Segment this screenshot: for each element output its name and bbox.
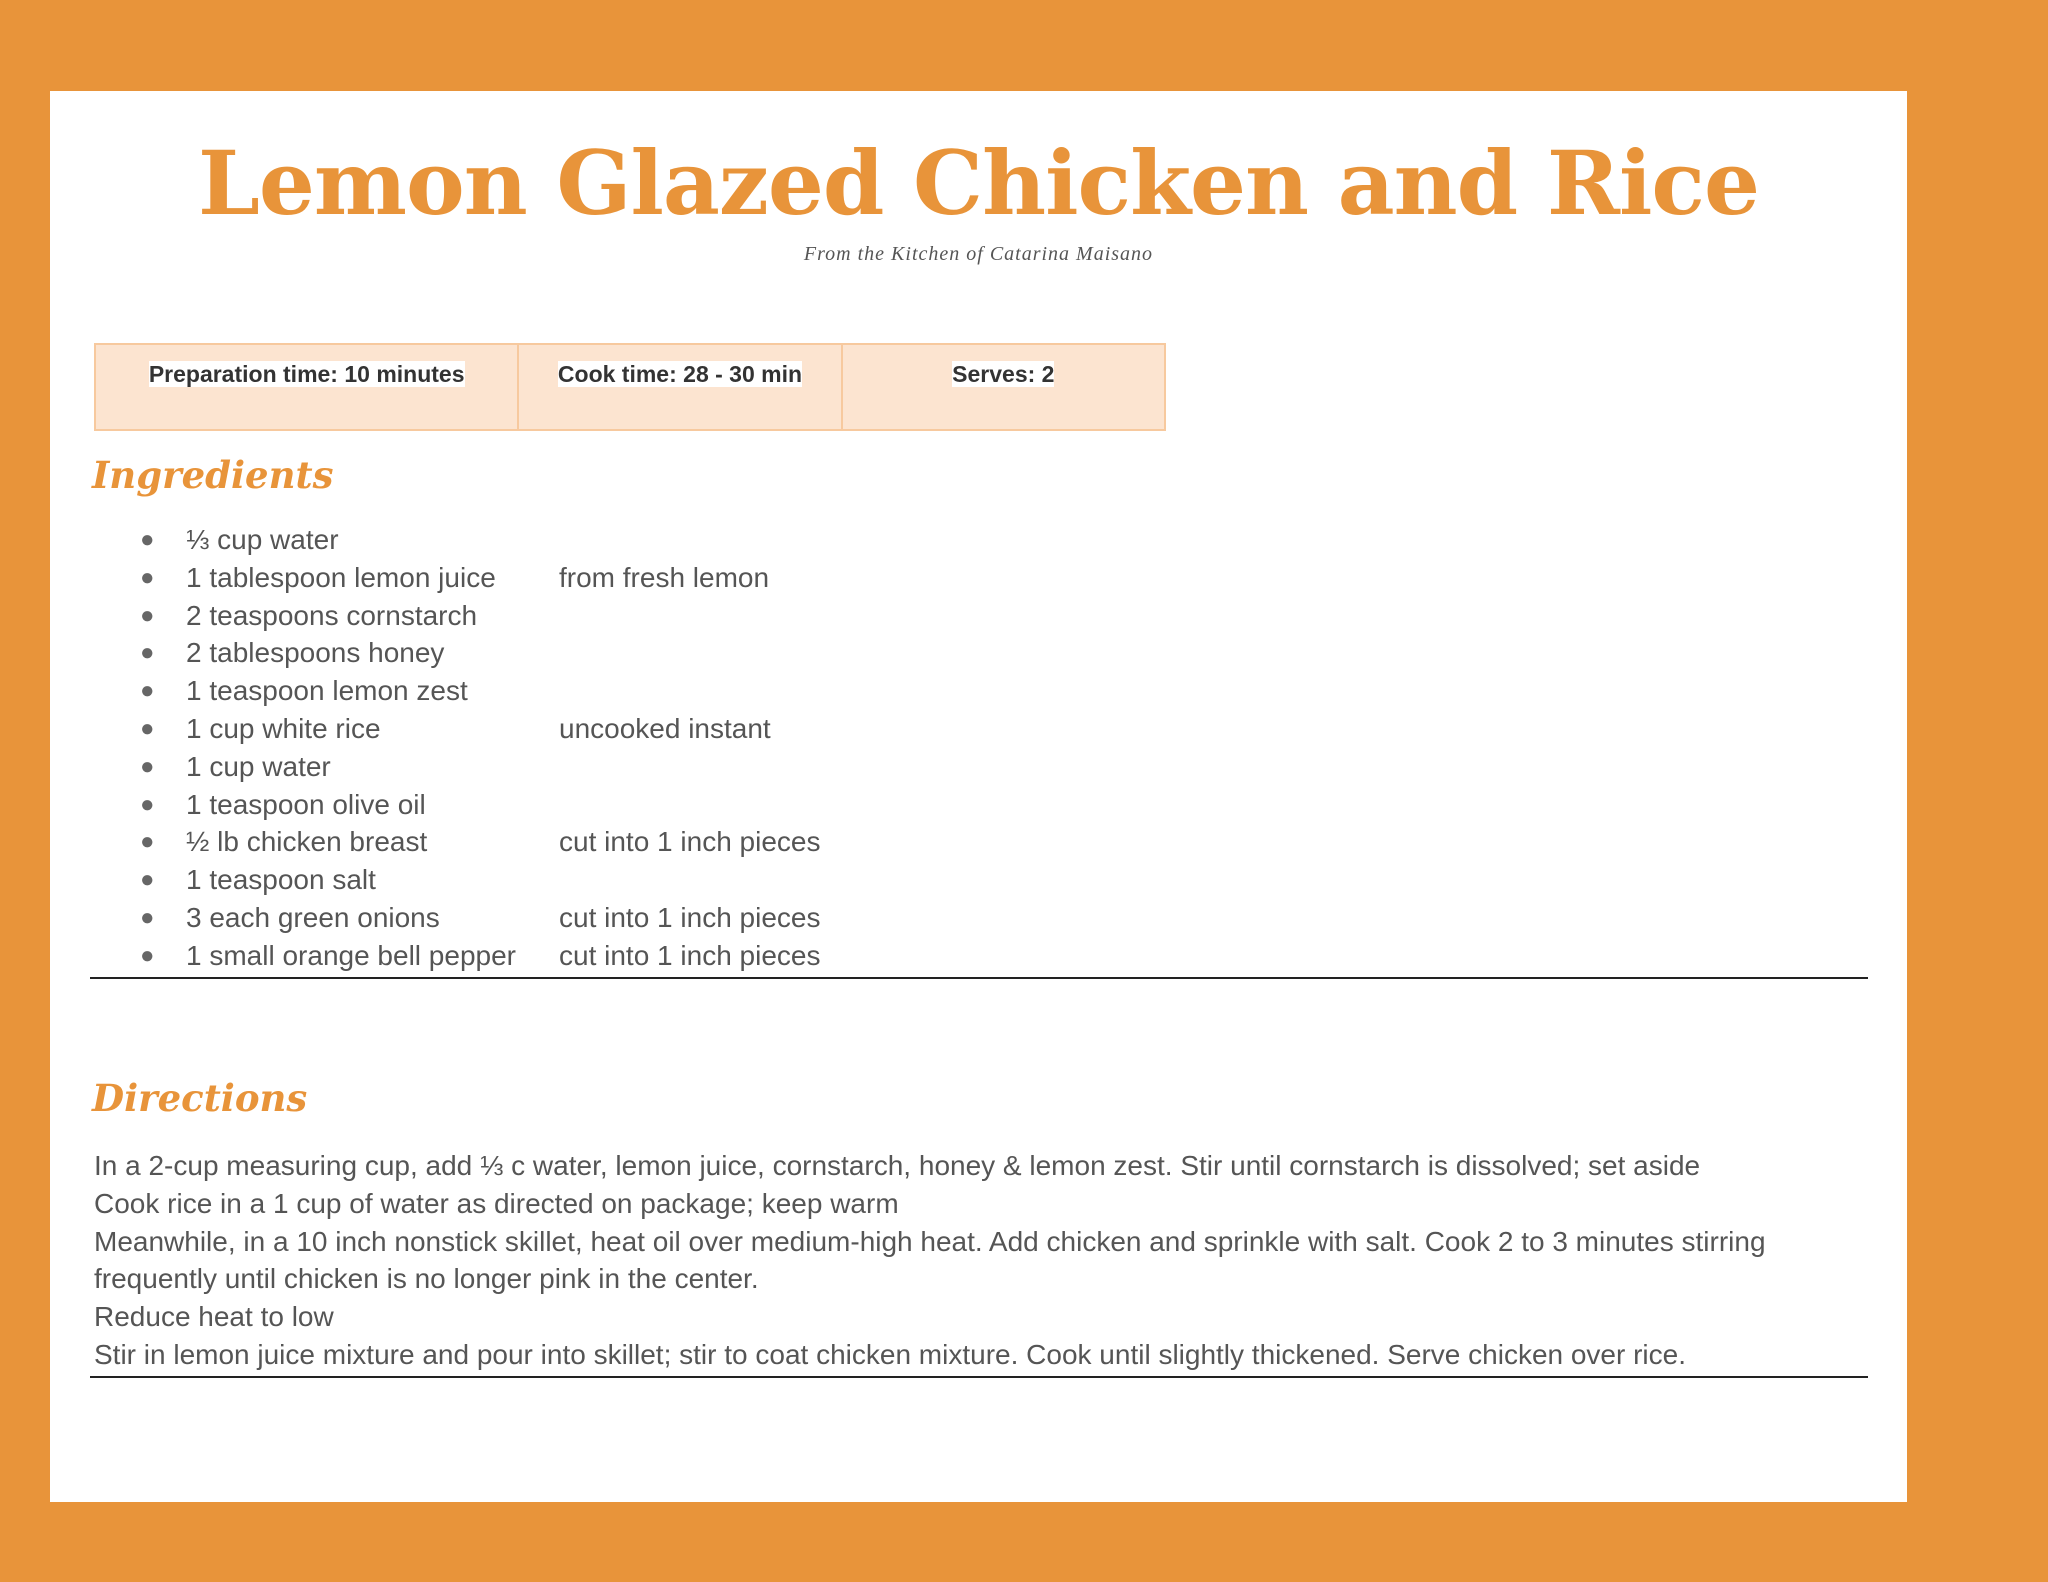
ingredient-quantity: ½ lb chicken breast bbox=[186, 826, 428, 858]
ingredient-quantity: 1 cup water bbox=[186, 750, 331, 782]
ingredient-quantity: 1 small orange bell pepper bbox=[186, 939, 516, 971]
ingredient-quantity: 1 teaspoon olive oil bbox=[186, 788, 426, 820]
bullet-icon: ● bbox=[140, 714, 155, 742]
directions-heading: Directions bbox=[92, 1076, 308, 1120]
ingredients-divider bbox=[90, 977, 1868, 979]
ingredient-quantity: ⅓ cup water bbox=[186, 524, 339, 555]
ingredient-item bbox=[140, 634, 821, 672]
ingredient-item bbox=[140, 861, 821, 899]
direction-step: Meanwhile, in a 10 inch nonstick skillet, heat oil over medium-high heat. Add chicken and sprinkle with salt. Cook 2 to 3 minutes stirring frequently until chicken is no longer pink in the center. bbox=[94, 1225, 1766, 1295]
ingredient-note: from fresh lemon bbox=[559, 561, 770, 593]
directions-divider bbox=[90, 1376, 1868, 1378]
ingredient-item bbox=[140, 748, 821, 786]
ingredient-quantity: 1 tablespoon lemon juice bbox=[186, 561, 496, 593]
direction-step: Reduce heat to low bbox=[94, 1301, 334, 1333]
bullet-icon: ● bbox=[140, 639, 155, 667]
ingredient-note: cut into 1 inch pieces bbox=[559, 826, 821, 858]
ingredient-note: uncooked instant bbox=[559, 712, 771, 744]
direction-step: Stir in lemon juice mixture and pour into skillet; stir to coat chicken mixture. Cook until slightly thickened. Serve chicken over rice. bbox=[94, 1338, 1687, 1370]
ingredient-item bbox=[140, 823, 821, 861]
direction-step: Cook rice in a 1 cup of water as directed on package; keep warm bbox=[94, 1187, 899, 1219]
ingredient-quantity: 3 each green onions bbox=[186, 901, 440, 933]
ingredient-item bbox=[140, 672, 821, 710]
ingredient-item bbox=[140, 559, 821, 597]
bullet-icon: ● bbox=[140, 828, 155, 856]
ingredient-quantity: 1 teaspoon lemon zest bbox=[186, 675, 468, 707]
bullet-icon: ● bbox=[140, 941, 155, 969]
bullet-icon: ● bbox=[140, 752, 155, 780]
bullet-icon: ● bbox=[140, 601, 155, 629]
ingredient-note: cut into 1 inch pieces bbox=[559, 901, 821, 933]
ingredient-quantity: 1 teaspoon salt bbox=[186, 864, 376, 896]
recipe-title: Lemon Glazed Chicken and Rice bbox=[198, 131, 1759, 235]
direction-step: In a 2-cup measuring cup, add ⅓ c water, lemon juice, cornstarch, honey & lemon zest. Stir until cornstarch is dissolved; set aside bbox=[94, 1150, 1701, 1181]
recipe-info-table bbox=[94, 343, 1166, 431]
cook-time-cell bbox=[519, 345, 842, 429]
serves: Serves: 2 bbox=[952, 361, 1055, 387]
ingredients-list bbox=[140, 521, 821, 975]
bullet-icon: ● bbox=[140, 563, 155, 591]
directions-list bbox=[94, 1147, 1874, 1374]
serves-cell bbox=[843, 345, 1164, 429]
ingredients-heading: Ingredients bbox=[92, 453, 334, 497]
ingredient-item bbox=[140, 521, 821, 559]
bullet-icon: ● bbox=[140, 526, 155, 553]
ingredient-item bbox=[140, 597, 821, 635]
ingredient-item bbox=[140, 710, 821, 748]
cook-time: Cook time: 28 - 30 min bbox=[557, 361, 803, 387]
bullet-icon: ● bbox=[140, 790, 155, 818]
recipe-subtitle: From the Kitchen of Catarina Maisano bbox=[803, 243, 1154, 265]
ingredient-item bbox=[140, 937, 821, 975]
ingredient-item bbox=[140, 899, 821, 937]
bullet-icon: ● bbox=[140, 866, 155, 894]
ingredient-quantity: 2 tablespoons honey bbox=[186, 637, 445, 669]
bullet-icon: ● bbox=[140, 677, 155, 705]
bullet-icon: ● bbox=[140, 903, 155, 931]
recipe-page bbox=[50, 91, 1907, 1502]
ingredient-note: cut into 1 inch pieces bbox=[559, 939, 821, 971]
prep-time: Preparation time: 10 minutes bbox=[148, 361, 465, 387]
ingredient-quantity: 2 teaspoons cornstarch bbox=[186, 599, 478, 631]
ingredient-quantity: 1 cup white rice bbox=[186, 712, 381, 744]
ingredient-item bbox=[140, 786, 821, 824]
prep-time-cell bbox=[96, 345, 519, 429]
